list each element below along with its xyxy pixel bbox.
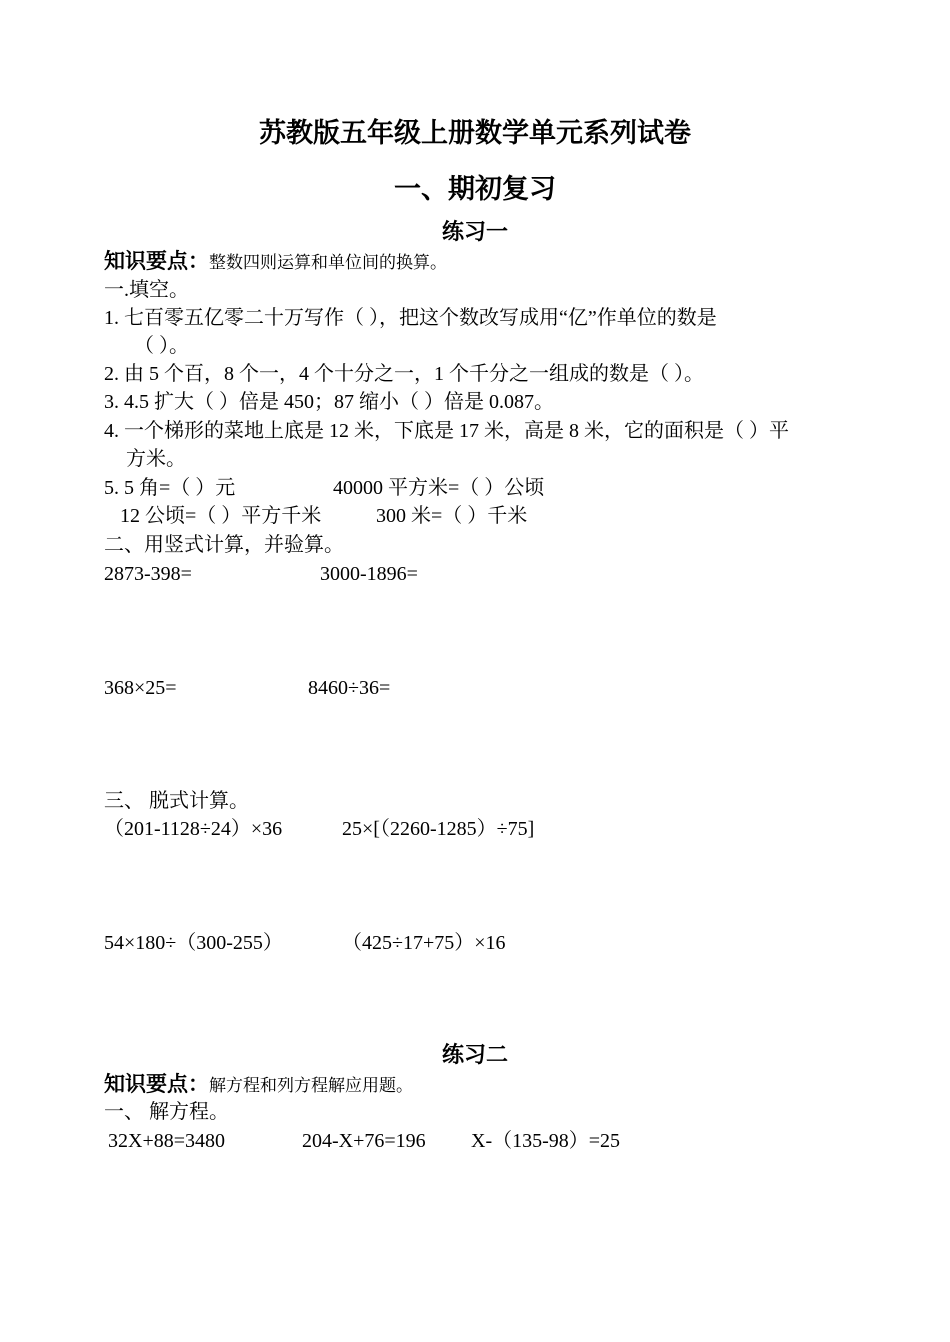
calc-2: 3000-1896= <box>320 563 418 585</box>
section1-title: 一.填空。 <box>104 279 189 301</box>
key-points-label: 知识要点： <box>104 1072 209 1096</box>
unit-title: 一、期初复习 <box>394 174 556 205</box>
calc-1: 2873-398= <box>104 563 192 585</box>
key-points-text: 整数四则运算和单位间的换算。 <box>209 253 447 272</box>
question-5d: 300 米=（ ）千米 <box>376 505 528 527</box>
section2-title: 二、用竖式计算，并验算。 <box>104 534 344 556</box>
question-5b: 40000 平方米=（ ）公顷 <box>333 477 545 499</box>
exercise1-heading: 练习一 <box>441 220 508 245</box>
exercise2-section1-title: 一、 解方程。 <box>104 1101 229 1123</box>
expr-3: 54×180÷（300-255） <box>104 932 283 954</box>
expr-4: （425÷17+75）×16 <box>342 932 506 954</box>
exercise1-key-points <box>104 249 447 275</box>
question-5c: 12 公顷=（ ）平方千米 <box>120 505 322 527</box>
expr-2: 25×[（2260-1285）÷75] <box>342 818 535 840</box>
question-1-line2: （ ）。 <box>134 335 189 357</box>
key-points-label: 知识要点： <box>104 249 209 273</box>
exercise2-key-points <box>104 1072 413 1098</box>
equation-1: 32X+88=3480 <box>108 1130 226 1152</box>
question-3: 3. 4.5 扩大（ ）倍是 450；87 缩小（ ）倍是 0.087。 <box>104 391 554 413</box>
equation-3: X-（135-98）=25 <box>471 1130 621 1152</box>
equation-2: 204-X+76=196 <box>302 1130 426 1152</box>
key-points-text: 解方程和列方程解应用题。 <box>209 1076 413 1095</box>
question-2: 2. 由 5 个百，8 个一，4 个十分之一，1 个千分之一组成的数是（ ）。 <box>104 363 704 385</box>
section3-title: 三、 脱式计算。 <box>104 790 249 812</box>
exercise2-heading: 练习二 <box>441 1043 508 1068</box>
question-4-line2: 方米。 <box>126 448 186 470</box>
calc-4: 8460÷36= <box>308 677 391 699</box>
question-1-line1: 1. 七百零五亿零二十万写作（ ），把这个数改写成用“亿”作单位的数是 <box>104 307 717 329</box>
paper-title: 苏教版五年级上册数学单元系列试卷 <box>259 118 691 149</box>
calc-3: 368×25= <box>104 677 177 699</box>
question-4-line1: 4. 一个梯形的菜地上底是 12 米，下底是 17 米，高是 8 米，它的面积是（ ）平 <box>104 420 789 442</box>
expr-1: （201-1128÷24）×36 <box>104 818 283 840</box>
question-5a: 5. 5 角=（ ）元 <box>104 477 236 499</box>
